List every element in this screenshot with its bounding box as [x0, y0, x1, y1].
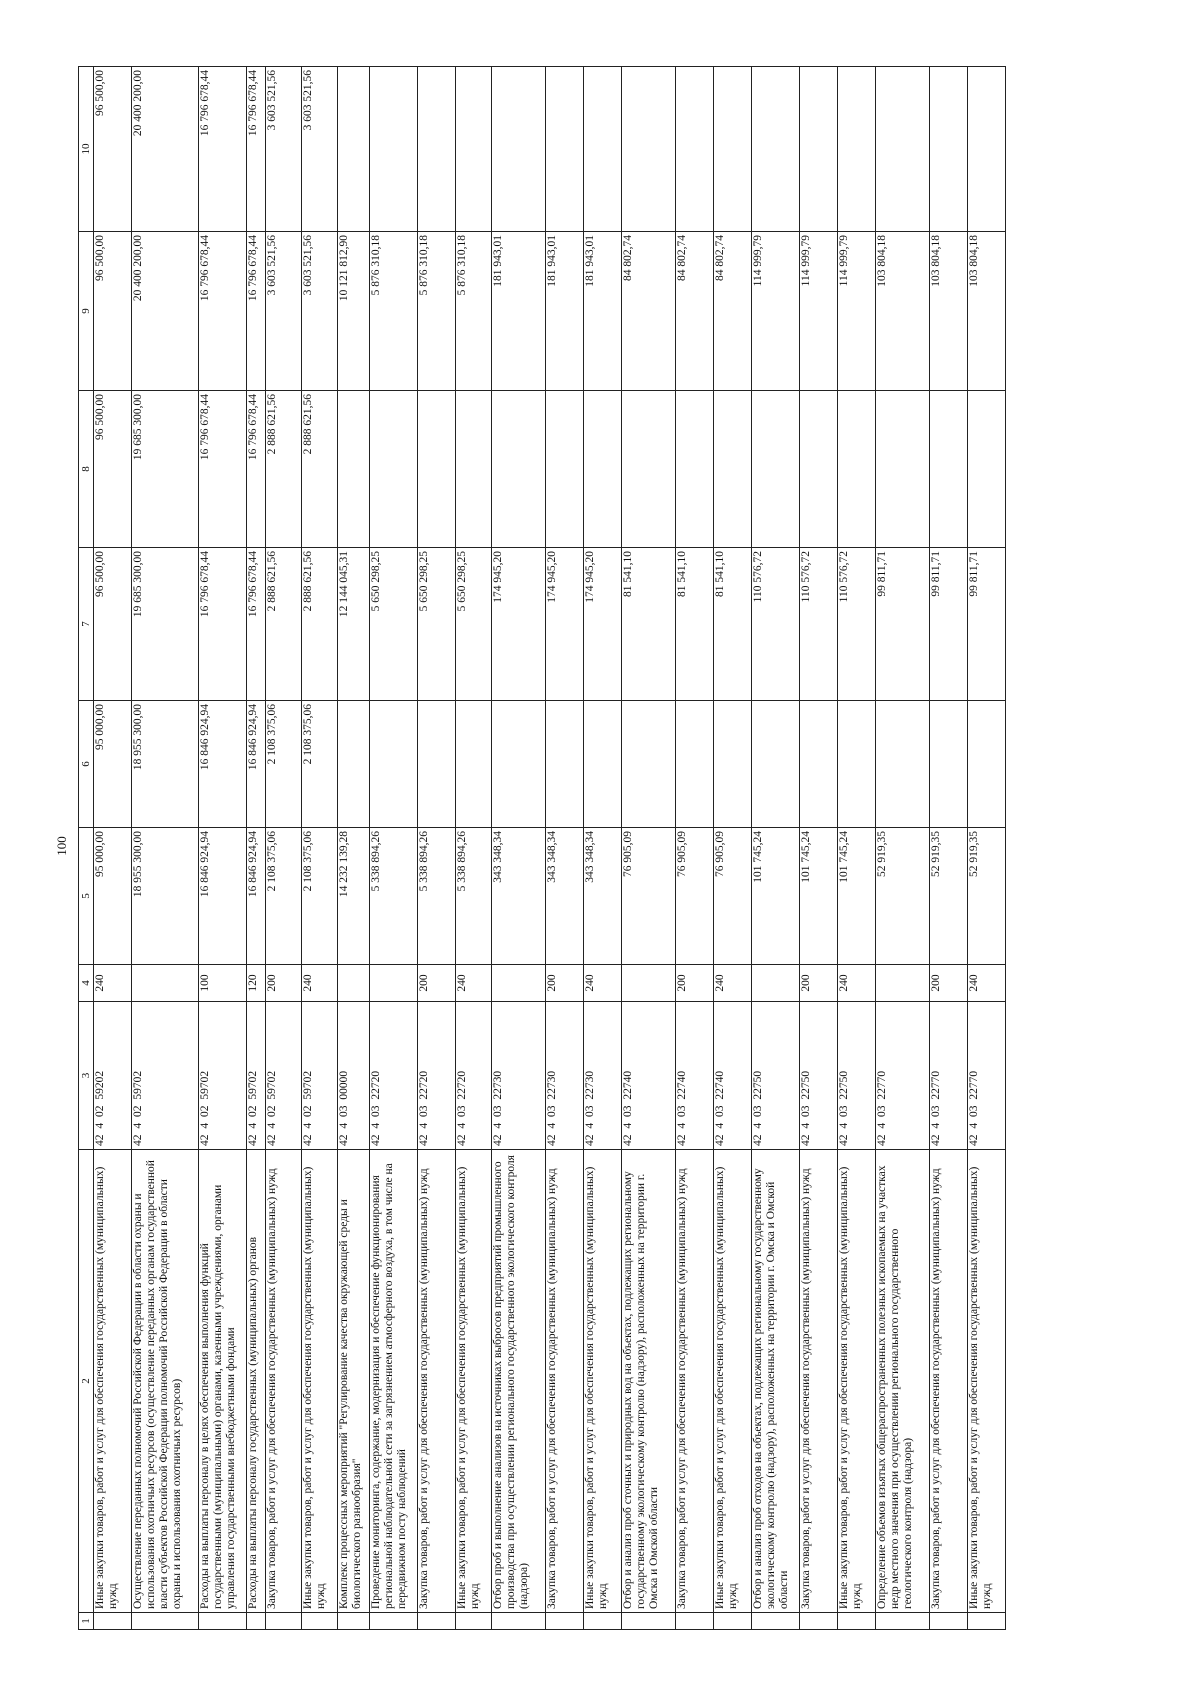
item-name-cell: Проведение мониторинга, содержание, модернизация и обеспечение функционирования региональной наблюдательной сети за загрязнением атмосферного воздуха, в том числе на передвижном посту наблюдений	[370, 1150, 418, 1613]
amount-cell: 110 576,72	[752, 548, 800, 701]
amount-cell: 18 955 300,00	[132, 828, 199, 965]
amount-cell: 99 811,71	[876, 548, 930, 701]
row-number-cell	[132, 1613, 199, 1630]
amount-cell: 16 796 678,44	[247, 391, 266, 548]
row-number-cell	[302, 1613, 338, 1630]
amount-cell	[838, 67, 876, 232]
amount-cell: 5 650 298,25	[370, 548, 418, 701]
amount-cell	[622, 391, 676, 548]
column-header: 7	[79, 548, 94, 701]
amount-cell: 5 338 894,26	[456, 828, 492, 965]
amount-cell: 16 846 924,94	[247, 701, 266, 828]
amount-cell: 5 876 310,18	[370, 232, 418, 391]
expense-type-cell	[876, 965, 930, 1002]
amount-cell: 84 802,74	[622, 232, 676, 391]
amount-cell: 114 999,79	[752, 232, 800, 391]
target-code-cell: 42 4 02 59202	[94, 1002, 132, 1150]
row-number-cell	[370, 1613, 418, 1630]
amount-cell: 16 796 678,44	[247, 67, 266, 232]
amount-cell: 16 796 678,44	[247, 232, 266, 391]
table-row	[622, 67, 676, 1630]
amount-cell: 101 745,24	[800, 828, 838, 965]
amount-cell: 101 745,24	[752, 828, 800, 965]
amount-cell: 343 348,34	[584, 828, 622, 965]
amount-cell: 181 943,01	[584, 232, 622, 391]
expense-type-cell: 240	[968, 965, 1006, 1002]
column-header: 9	[79, 232, 94, 391]
amount-cell: 16 796 678,44	[247, 548, 266, 701]
table-row	[676, 67, 714, 1630]
table-row	[546, 67, 584, 1630]
amount-cell	[492, 67, 546, 232]
amount-cell	[714, 391, 752, 548]
amount-cell: 52 919,35	[930, 828, 968, 965]
target-code-cell: 42 4 03 22740	[676, 1002, 714, 1150]
table-row	[714, 67, 752, 1630]
item-name-cell: Комплекс процессных мероприятий "Регулирование качества окружающей среды и биологического разнообразия"	[338, 1150, 370, 1613]
item-name-cell: Иные закупки товаров, работ и услуг для обеспечения государственных (муниципальных) нужд	[456, 1150, 492, 1613]
amount-cell	[876, 701, 930, 828]
row-number-cell	[622, 1613, 676, 1630]
amount-cell: 19 685 300,00	[132, 548, 199, 701]
amount-cell: 16 796 678,44	[199, 391, 247, 548]
target-code-cell: 42 4 03 22770	[968, 1002, 1006, 1150]
item-name-cell: Иные закупки товаров, работ и услуг для обеспечения государственных (муниципальных) нужд	[838, 1150, 876, 1613]
amount-cell	[370, 701, 418, 828]
amount-cell: 2 108 375,06	[266, 701, 302, 828]
amount-cell	[714, 701, 752, 828]
table-row	[456, 67, 492, 1630]
amount-cell: 5 338 894,26	[370, 828, 418, 965]
expense-type-cell: 100	[199, 965, 247, 1002]
amount-cell: 96 500,00	[94, 67, 132, 232]
amount-cell: 5 650 298,25	[418, 548, 456, 701]
expense-type-cell: 240	[456, 965, 492, 1002]
row-number-cell	[584, 1613, 622, 1630]
table-row	[199, 67, 247, 1630]
item-name-cell: Закупка товаров, работ и услуг для обеспечения государственных (муниципальных) нужд	[418, 1150, 456, 1613]
amount-cell: 101 745,24	[838, 828, 876, 965]
amount-cell: 81 541,10	[676, 548, 714, 701]
expense-type-cell	[752, 965, 800, 1002]
amount-cell	[968, 391, 1006, 548]
expense-type-cell: 200	[930, 965, 968, 1002]
target-code-cell: 42 4 03 22730	[584, 1002, 622, 1150]
amount-cell: 5 876 310,18	[456, 232, 492, 391]
amount-cell: 16 846 924,94	[247, 828, 266, 965]
amount-cell	[338, 391, 370, 548]
column-header: 5	[79, 828, 94, 965]
amount-cell	[584, 701, 622, 828]
amount-cell: 174 945,20	[492, 548, 546, 701]
amount-cell: 2 108 375,06	[302, 701, 338, 828]
amount-cell	[930, 701, 968, 828]
row-number-cell	[456, 1613, 492, 1630]
amount-cell: 174 945,20	[584, 548, 622, 701]
amount-cell: 3 603 521,56	[302, 67, 338, 232]
table-row	[584, 67, 622, 1630]
amount-cell: 95 000,00	[94, 828, 132, 965]
expense-type-cell: 200	[266, 965, 302, 1002]
amount-cell	[968, 701, 1006, 828]
item-name-cell: Осуществление переданных полномочий Российской Федерации в области охраны и использования охотничьих ресурсов (осуществление переданных органам государственной власти субъектов Российской Федерации полномочий Российской Федерации в области охраны и использования охотничьих ресурсов)	[132, 1150, 199, 1613]
amount-cell	[800, 67, 838, 232]
amount-cell: 96 500,00	[94, 391, 132, 548]
amount-cell	[622, 67, 676, 232]
table-row	[266, 67, 302, 1630]
amount-cell: 81 541,10	[714, 548, 752, 701]
row-number-cell	[800, 1613, 838, 1630]
amount-cell: 103 804,18	[930, 232, 968, 391]
row-number-cell	[676, 1613, 714, 1630]
amount-cell: 343 348,34	[492, 828, 546, 965]
amount-cell: 20 400 200,00	[132, 232, 199, 391]
amount-cell	[676, 391, 714, 548]
amount-cell: 81 541,10	[622, 548, 676, 701]
row-number-cell	[838, 1613, 876, 1630]
expense-type-cell: 240	[302, 965, 338, 1002]
amount-cell: 84 802,74	[676, 232, 714, 391]
column-header: 3	[79, 1002, 94, 1150]
item-name-cell: Закупка товаров, работ и услуг для обеспечения государственных (муниципальных) нужд	[800, 1150, 838, 1613]
item-name-cell: Закупка товаров, работ и услуг для обеспечения государственных (муниципальных) нужд	[266, 1150, 302, 1613]
item-name-cell: Закупка товаров, работ и услуг для обеспечения государственных (муниципальных) нужд	[676, 1150, 714, 1613]
row-number-cell	[930, 1613, 968, 1630]
page-number: 100	[54, 836, 69, 856]
amount-cell	[676, 701, 714, 828]
target-code-cell: 42 4 03 00000	[338, 1002, 370, 1150]
amount-cell: 16 796 678,44	[199, 67, 247, 232]
amount-cell: 76 905,09	[676, 828, 714, 965]
amount-cell: 99 811,71	[968, 548, 1006, 701]
target-code-cell: 42 4 03 22720	[418, 1002, 456, 1150]
amount-cell	[338, 701, 370, 828]
amount-cell: 2 888 621,56	[302, 548, 338, 701]
expense-type-cell: 240	[714, 965, 752, 1002]
item-name-cell: Отбор и анализ проб сточных и природных вод на объектах, подлежащих региональному государственному экологическому контролю (надзору), расположенных на территории г. Омска и Омской области	[622, 1150, 676, 1613]
amount-cell	[714, 67, 752, 232]
table-row	[930, 67, 968, 1630]
row-number-cell	[94, 1613, 132, 1630]
amount-cell: 52 919,35	[968, 828, 1006, 965]
column-header: 4	[79, 965, 94, 1002]
amount-cell	[418, 701, 456, 828]
amount-cell: 84 802,74	[714, 232, 752, 391]
target-code-cell: 42 4 02 59702	[266, 1002, 302, 1150]
expense-type-cell: 200	[546, 965, 584, 1002]
expense-type-cell: 240	[584, 965, 622, 1002]
item-name-cell: Иные закупки товаров, работ и услуг для обеспечения государственных (муниципальных) нужд	[94, 1150, 132, 1613]
target-code-cell: 42 4 03 22770	[876, 1002, 930, 1150]
table-row	[418, 67, 456, 1630]
amount-cell	[676, 67, 714, 232]
amount-cell: 3 603 521,56	[266, 67, 302, 232]
amount-cell: 3 603 521,56	[266, 232, 302, 391]
column-header: 1	[79, 1613, 94, 1630]
item-name-cell: Иные закупки товаров, работ и услуг для обеспечения государственных (муниципальных) нужд	[968, 1150, 1006, 1613]
amount-cell: 10 121 812,90	[338, 232, 370, 391]
amount-cell: 16 796 678,44	[199, 232, 247, 391]
target-code-cell: 42 4 03 22730	[546, 1002, 584, 1150]
amount-cell	[456, 67, 492, 232]
row-number-cell	[492, 1613, 546, 1630]
table-row	[752, 67, 800, 1630]
amount-cell: 12 144 045,31	[338, 548, 370, 701]
amount-cell: 114 999,79	[838, 232, 876, 391]
row-number-cell	[876, 1613, 930, 1630]
expense-type-cell	[338, 965, 370, 1002]
expense-type-cell: 200	[418, 965, 456, 1002]
row-number-cell	[199, 1613, 247, 1630]
column-header: 8	[79, 391, 94, 548]
row-number-cell	[546, 1613, 584, 1630]
amount-cell	[800, 701, 838, 828]
amount-cell: 2 888 621,56	[266, 548, 302, 701]
row-number-cell	[338, 1613, 370, 1630]
amount-cell	[456, 701, 492, 828]
amount-cell	[492, 701, 546, 828]
target-code-cell: 42 4 03 22720	[456, 1002, 492, 1150]
amount-cell	[584, 67, 622, 232]
amount-cell: 52 919,35	[876, 828, 930, 965]
target-code-cell: 42 4 03 22740	[622, 1002, 676, 1150]
amount-cell	[622, 701, 676, 828]
item-name-cell: Иные закупки товаров, работ и услуг для обеспечения государственных (муниципальных) нужд	[584, 1150, 622, 1613]
amount-cell	[838, 701, 876, 828]
target-code-cell: 42 4 02 59702	[199, 1002, 247, 1150]
expense-type-cell: 120	[247, 965, 266, 1002]
amount-cell: 103 804,18	[876, 232, 930, 391]
table-row	[838, 67, 876, 1630]
amount-cell: 16 796 678,44	[199, 548, 247, 701]
amount-cell: 110 576,72	[800, 548, 838, 701]
amount-cell	[492, 391, 546, 548]
expense-type-cell	[622, 965, 676, 1002]
table-row	[968, 67, 1006, 1630]
expense-type-cell	[132, 965, 199, 1002]
table-row	[338, 67, 370, 1630]
amount-cell: 2 888 621,56	[266, 391, 302, 548]
target-code-cell: 42 4 03 22750	[838, 1002, 876, 1150]
amount-cell	[752, 67, 800, 232]
amount-cell: 2 108 375,06	[266, 828, 302, 965]
amount-cell: 5 876 310,18	[418, 232, 456, 391]
amount-cell: 110 576,72	[838, 548, 876, 701]
row-number-cell	[247, 1613, 266, 1630]
amount-cell: 181 943,01	[546, 232, 584, 391]
amount-cell	[546, 67, 584, 232]
amount-cell	[418, 391, 456, 548]
amount-cell	[800, 391, 838, 548]
table-row	[876, 67, 930, 1630]
expense-type-cell: 240	[838, 965, 876, 1002]
target-code-cell: 42 4 03 22730	[492, 1002, 546, 1150]
target-code-cell: 42 4 03 22770	[930, 1002, 968, 1150]
column-header: 6	[79, 701, 94, 828]
item-name-cell: Закупка товаров, работ и услуг для обеспечения государственных (муниципальных) нужд	[930, 1150, 968, 1613]
item-name-cell: Закупка товаров, работ и услуг для обеспечения государственных (муниципальных) нужд	[546, 1150, 584, 1613]
table-row	[247, 67, 266, 1630]
amount-cell: 76 905,09	[714, 828, 752, 965]
amount-cell	[876, 67, 930, 232]
expense-type-cell: 200	[800, 965, 838, 1002]
amount-cell	[546, 391, 584, 548]
target-code-cell: 42 4 02 59702	[302, 1002, 338, 1150]
row-number-cell	[968, 1613, 1006, 1630]
row-number-cell	[418, 1613, 456, 1630]
table-row	[492, 67, 546, 1630]
column-header: 2	[79, 1150, 94, 1613]
expense-type-cell	[370, 965, 418, 1002]
item-name-cell: Отбор и анализ проб отходов на объектах, подлежащих региональному государственному экологическому контролю (надзору), расположенных на территории г. Омска и Омской области	[752, 1150, 800, 1613]
amount-cell: 181 943,01	[492, 232, 546, 391]
budget-table	[78, 66, 1006, 1630]
amount-cell	[876, 391, 930, 548]
amount-cell: 76 905,09	[622, 828, 676, 965]
amount-cell	[930, 67, 968, 232]
amount-cell: 19 685 300,00	[132, 391, 199, 548]
item-name-cell: Определение объемов изъятых общераспространенных полезных ископаемых на участках недр местного значения при осуществлении регионального государственного геологического контроля (надзора)	[876, 1150, 930, 1613]
amount-cell	[370, 67, 418, 232]
amount-cell: 2 108 375,06	[302, 828, 338, 965]
amount-cell	[338, 67, 370, 232]
amount-cell: 114 999,79	[800, 232, 838, 391]
table-row	[370, 67, 418, 1630]
amount-cell: 16 846 924,94	[199, 828, 247, 965]
amount-cell	[752, 701, 800, 828]
target-code-cell: 42 4 03 22750	[800, 1002, 838, 1150]
row-number-cell	[752, 1613, 800, 1630]
amount-cell	[584, 391, 622, 548]
amount-cell	[752, 391, 800, 548]
amount-cell	[546, 701, 584, 828]
row-number-cell	[714, 1613, 752, 1630]
amount-cell: 95 000,00	[94, 701, 132, 828]
target-code-cell: 42 4 03 22740	[714, 1002, 752, 1150]
item-name-cell: Расходы на выплаты персоналу государственных (муниципальных) органов	[247, 1150, 266, 1613]
column-number-row	[79, 67, 94, 1630]
amount-cell: 14 232 139,28	[338, 828, 370, 965]
amount-cell: 103 804,18	[968, 232, 1006, 391]
amount-cell: 5 650 298,25	[456, 548, 492, 701]
target-code-cell: 42 4 03 22750	[752, 1002, 800, 1150]
amount-cell: 96 500,00	[94, 548, 132, 701]
rotated-table-wrapper	[78, 67, 1121, 1630]
column-header: 10	[79, 67, 94, 232]
table-row	[132, 67, 199, 1630]
expense-type-cell: 200	[676, 965, 714, 1002]
amount-cell	[968, 67, 1006, 232]
amount-cell: 3 603 521,56	[302, 232, 338, 391]
table-row	[302, 67, 338, 1630]
target-code-cell: 42 4 02 59702	[132, 1002, 199, 1150]
target-code-cell: 42 4 03 22720	[370, 1002, 418, 1150]
target-code-cell: 42 4 02 59702	[247, 1002, 266, 1150]
amount-cell: 5 338 894,26	[418, 828, 456, 965]
amount-cell	[930, 391, 968, 548]
amount-cell: 96 500,00	[94, 232, 132, 391]
item-name-cell: Иные закупки товаров, работ и услуг для обеспечения государственных (муниципальных) нужд	[714, 1150, 752, 1613]
amount-cell	[418, 67, 456, 232]
amount-cell: 99 811,71	[930, 548, 968, 701]
amount-cell: 20 400 200,00	[132, 67, 199, 232]
amount-cell	[370, 391, 418, 548]
table-body	[94, 67, 1006, 1630]
expense-type-cell: 240	[94, 965, 132, 1002]
table-row	[94, 67, 132, 1630]
amount-cell	[456, 391, 492, 548]
amount-cell: 174 945,20	[546, 548, 584, 701]
table-row	[800, 67, 838, 1630]
row-number-cell	[266, 1613, 302, 1630]
amount-cell: 16 846 924,94	[199, 701, 247, 828]
amount-cell: 2 888 621,56	[302, 391, 338, 548]
item-name-cell: Иные закупки товаров, работ и услуг для обеспечения государственных (муниципальных) нужд	[302, 1150, 338, 1613]
item-name-cell: Расходы на выплаты персоналу в целях обеспечения выполнения функций государственными (муниципальными) органами, казенными учреждениями, органами управления государственными внебюджетными фондами	[199, 1150, 247, 1613]
item-name-cell: Отбор проб и выполнение анализов на источниках выбросов предприятий промышленного производства при осуществлении регионального государственного экологического контроля (надзора)	[492, 1150, 546, 1613]
amount-cell: 343 348,34	[546, 828, 584, 965]
amount-cell	[838, 391, 876, 548]
expense-type-cell	[492, 965, 546, 1002]
amount-cell: 18 955 300,00	[132, 701, 199, 828]
